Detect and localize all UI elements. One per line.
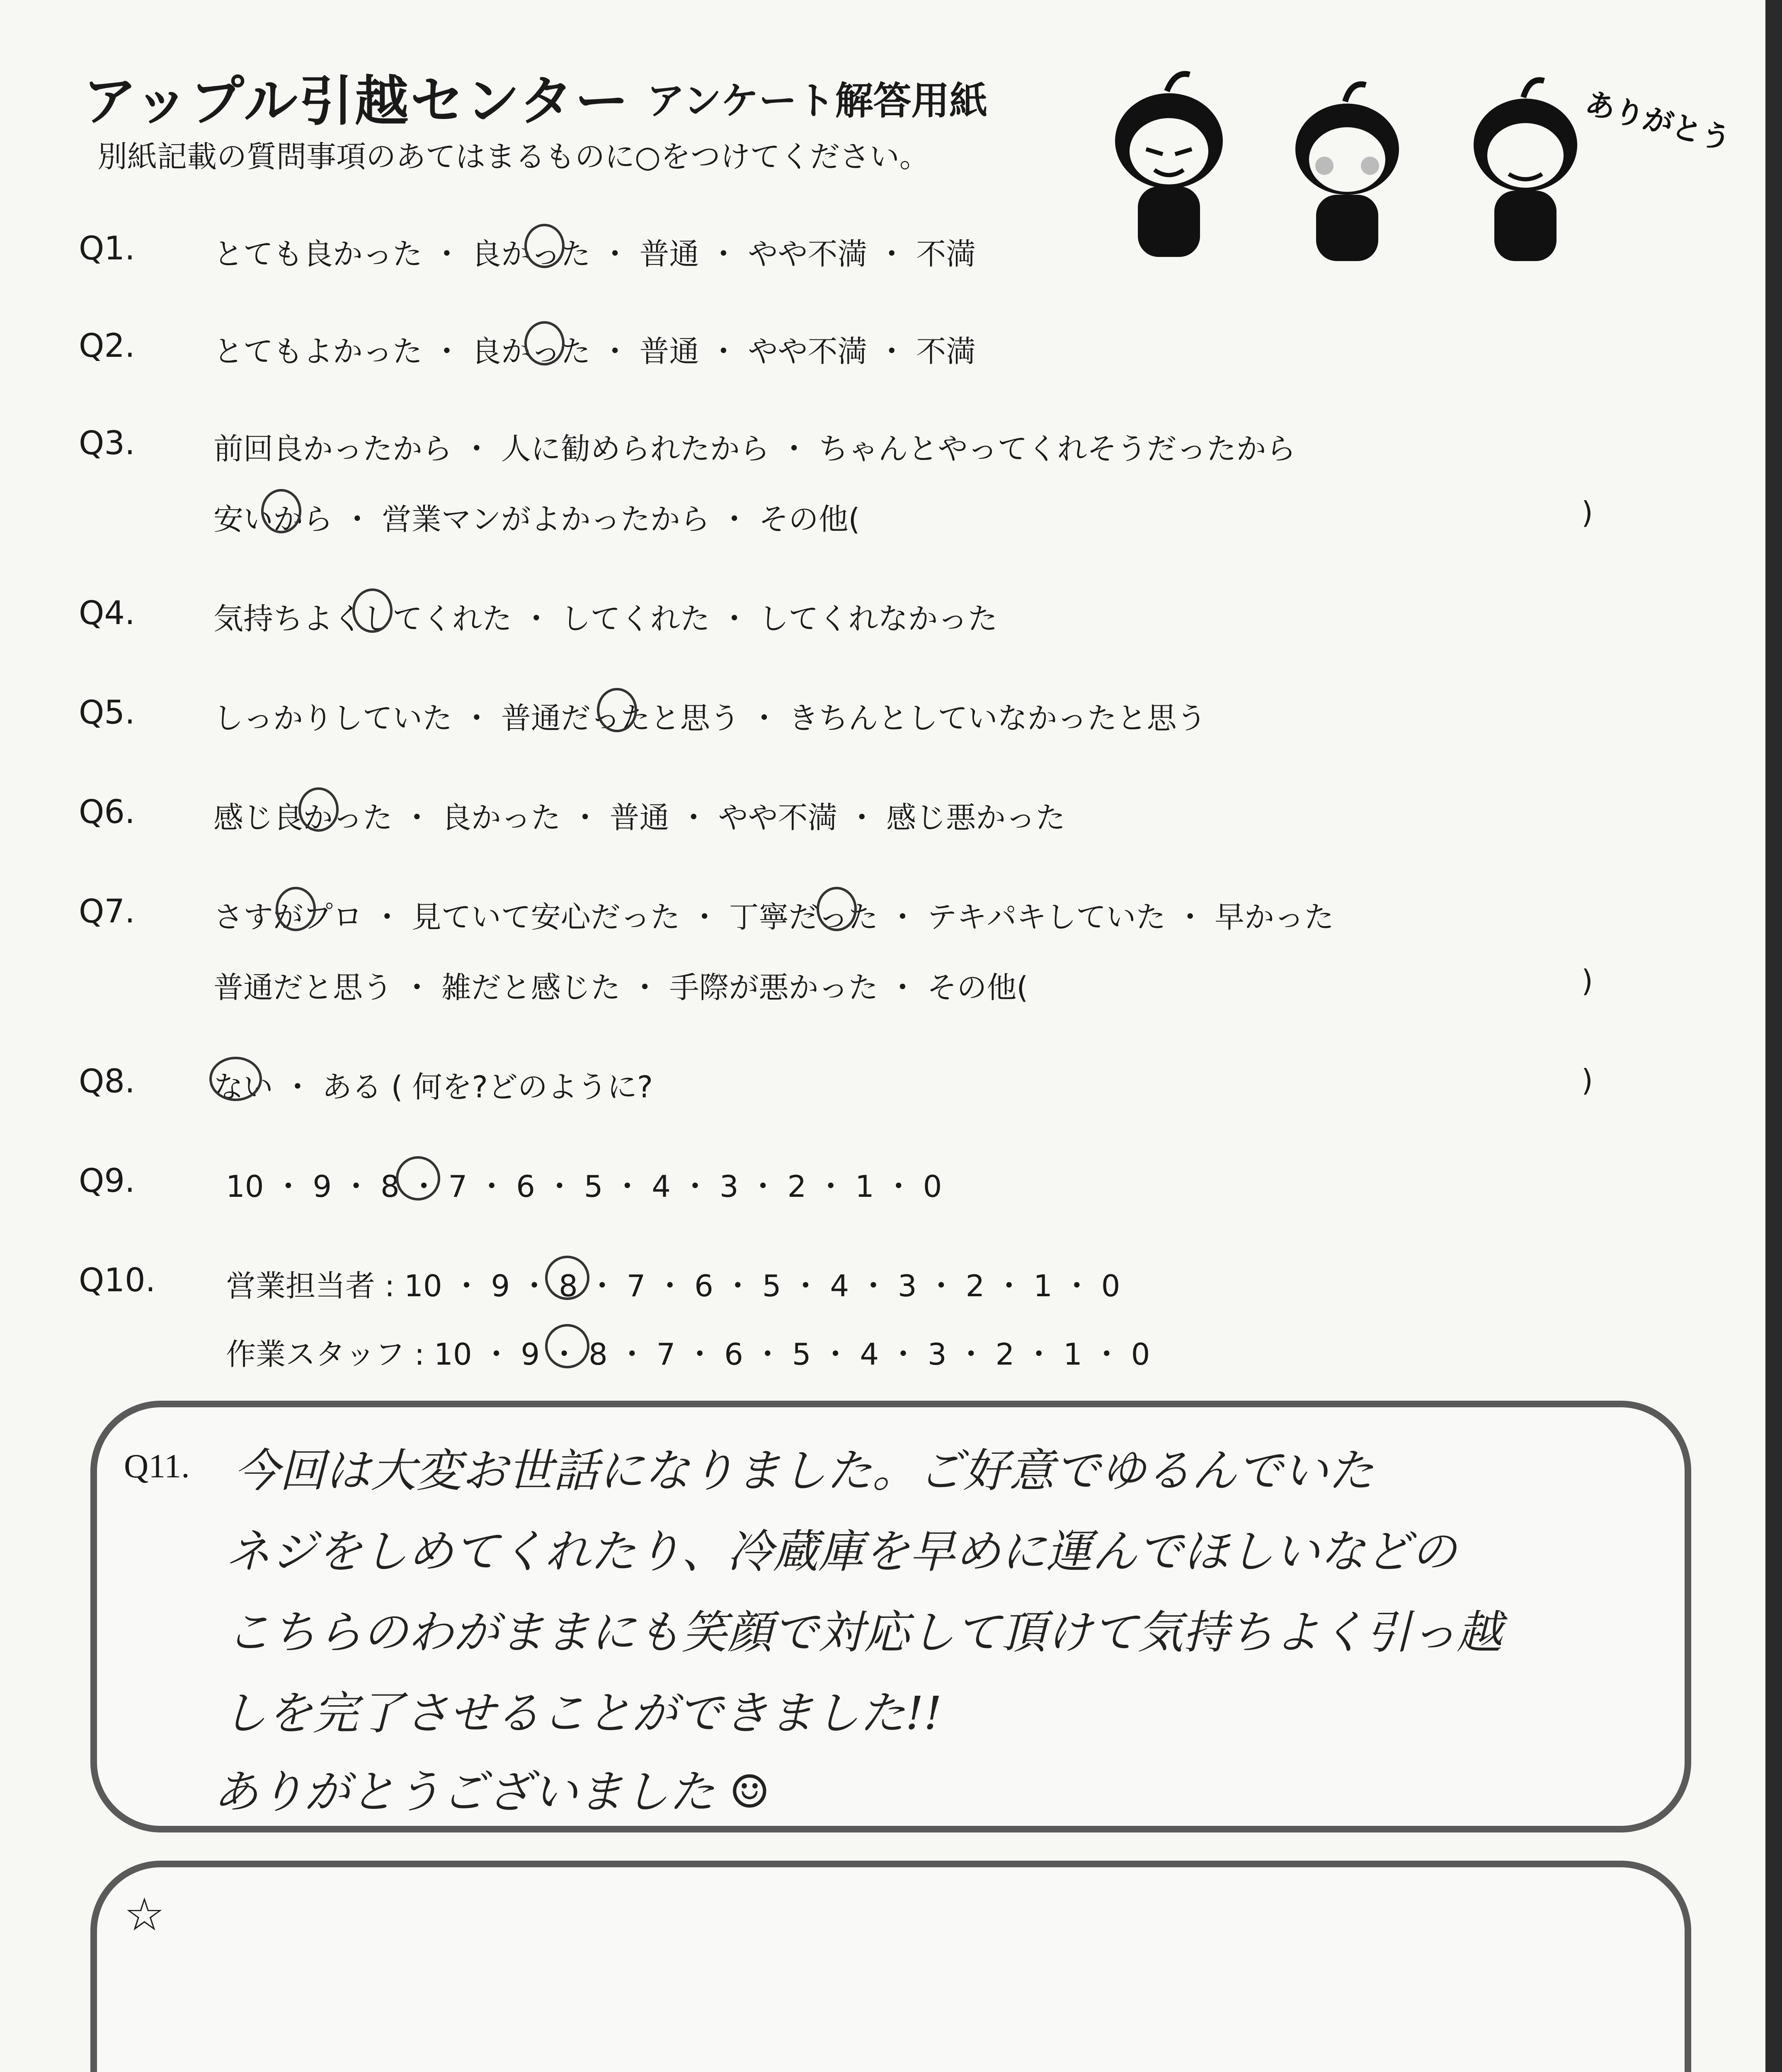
answer-circle [261, 489, 301, 533]
monkey-3 [1474, 80, 1577, 261]
q3-close-paren: ) [1581, 495, 1593, 530]
scan-edge [1765, 0, 1782, 2072]
q1-label: Q1. [79, 230, 135, 267]
answer-circle [524, 321, 565, 366]
instructions: 別紙記載の質問事項のあてはまるものに○をつけてください。 [97, 139, 929, 174]
q9-label: Q9. [79, 1162, 135, 1200]
monkey-2 [1295, 84, 1399, 261]
q4-options: 気持ちよくしてくれた ・ してくれた ・ してくれなかった [213, 601, 998, 636]
answer-circle [298, 787, 339, 832]
comment-line-1: 今回は大変お世話になりました。ご好意でゆるんでいた [234, 1444, 1374, 1497]
q4-label: Q4. [79, 595, 135, 632]
answer-circle [209, 1057, 262, 1101]
q9-options: 10 ・ 9 ・ 8 ・ 7 ・ 6 ・ 5 ・ 4 ・ 3 ・ 2 ・ 1 ・ 0 [226, 1169, 942, 1204]
q7-close-paren: ) [1581, 963, 1593, 998]
q7-options-line2: 普通だと思う ・ 雑だと感じた ・ 手際が悪かった ・ その他( [213, 970, 1028, 1005]
q5-options: しっかりしていた ・ 普通だったと思う ・ きちんとしていなかったと思う [213, 701, 1207, 736]
answer-circle [817, 887, 857, 931]
company-title: アップル引越センター [83, 70, 630, 133]
q11-label: Q11. [124, 1447, 190, 1485]
q1-options: とても良かった ・ 良かった ・ 普通 ・ やや不満 ・ 不満 [213, 237, 976, 271]
monkey-mascots-illustration [1098, 62, 1735, 278]
q2-options: とてもよかった ・ 良かった ・ 普通 ・ やや不満 ・ 不満 [213, 334, 976, 369]
q10-label: Q10. [79, 1262, 156, 1299]
answer-circle [597, 688, 637, 732]
q6-label: Q6. [79, 794, 135, 831]
q11-comment-box [90, 1401, 1691, 1832]
answer-circle [276, 887, 316, 931]
star-icon: ☆ [124, 1888, 165, 1941]
q10-sales-options: 営業担当者 : 10 ・ 9 ・ 8 ・ 7 ・ 6 ・ 5 ・ 4 ・ 3 ・ 2 ・ 1 ・ 0 [226, 1268, 1120, 1303]
q7-label: Q7. [79, 893, 135, 930]
comment-line-5: ありがとうございました ☺ [213, 1765, 770, 1818]
q3-label: Q3. [79, 425, 135, 462]
q8-close-paren: ) [1581, 1063, 1593, 1098]
comment-line-3: こちらのわがままにも笑顔で対応して頂けて気持ちよく引っ越 [225, 1606, 1502, 1659]
q6-options: 感じ良かった ・ 良かった ・ 普通 ・ やや不満 ・ 感じ悪かった [213, 800, 1066, 835]
q2-label: Q2. [79, 327, 135, 365]
answer-circle [545, 1324, 589, 1368]
form-subtitle: アンケート解答用紙 [647, 79, 988, 123]
q10-staff-options: 作業スタッフ : 10 ・ 9 ・ 8 ・ 7 ・ 6 ・ 5 ・ 4 ・ 3 ・ 2 ・ 1 ・ 0 [226, 1337, 1150, 1372]
star-comment-box [90, 1861, 1691, 2072]
answer-circle [524, 224, 565, 268]
q8-label: Q8. [79, 1063, 135, 1100]
answer-circle [352, 588, 393, 633]
q8-options: ない ・ ある ( 何を?どのように? [213, 1070, 653, 1104]
comment-line-4: しを完了させることができました!! [221, 1687, 942, 1740]
q7-options-line1: さすがプロ ・ 見ていて安心だった ・ 丁寧だった ・ テキパキしていた ・ 早かった [213, 900, 1334, 934]
answer-circle [396, 1156, 440, 1201]
thanks-text: ありがとう [1581, 85, 1735, 157]
monkey-1 [1115, 74, 1223, 257]
q5-label: Q5. [79, 694, 135, 731]
answer-circle [545, 1256, 589, 1300]
comment-line-2: ネジをしめてくれたり、冷蔵庫を早めに運んでほしいなどの [225, 1525, 1457, 1578]
q3-options-line2: 安いから ・ 営業マンがよかったから ・ その他( [213, 502, 860, 537]
q3-options-line1: 前回良かったから ・ 人に勧められたから ・ ちゃんとやってくれそうだったから [213, 431, 1296, 466]
